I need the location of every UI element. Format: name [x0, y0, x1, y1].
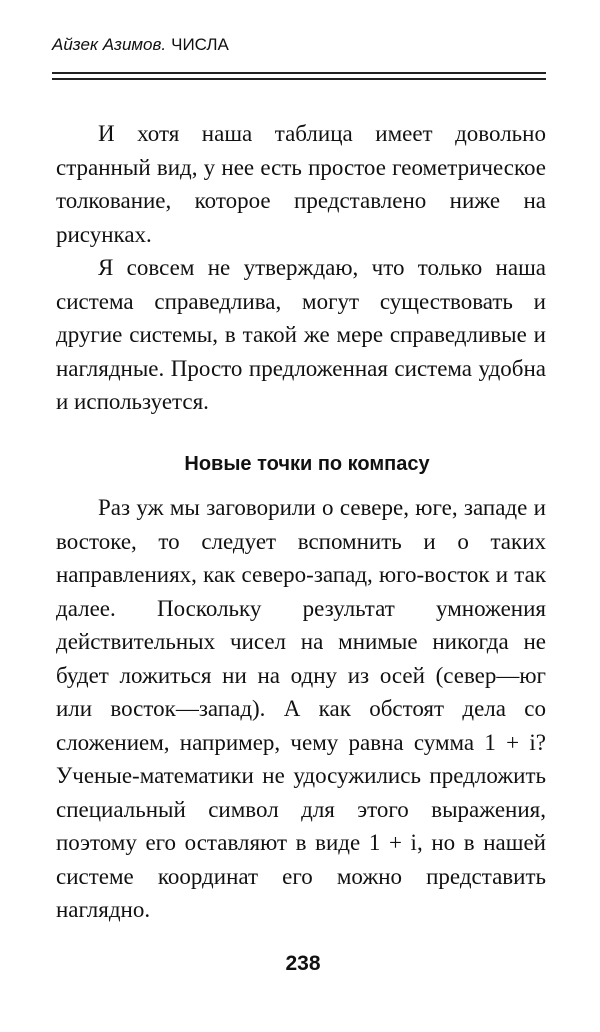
running-head: [52, 34, 229, 56]
header-rule-bottom: [52, 78, 546, 80]
text-block-compass: [56, 491, 546, 927]
text-block-intro: [56, 117, 546, 419]
running-head-author: Айзек Азимов.: [52, 35, 167, 54]
running-head-title: ЧИСЛА: [171, 35, 229, 54]
header-rule-top: [52, 72, 546, 74]
section-heading: Новые точки по компасу: [184, 453, 430, 475]
paragraph-geometric-interpretation: И хотя наша таблица имеет довольно странный вид, у нее есть простое геометрическое толкование, которое представлено ниже на рисунках.: [56, 121, 546, 247]
paragraph-compass-points: Раз уж мы заговорили о севере, юге, западе и востоке, то следует вспомнить и о таких направлениях, как северо-запад, юго-восток и так далее. Поскольку результат умножения действительных чисел на мнимые никогда не будет ложиться ни на одну из осей (север—юг или восток—запад). А как обстоят дела со сложением, например, чему равна сумма 1 + i? Ученые-математики не удосужились предложить специальный символ для этого выражения, поэтому его оставляют в виде 1 + i, но в нашей системе координат его можно представить наглядно.: [56, 495, 546, 922]
page-number: 238: [285, 952, 321, 975]
paragraph-other-systems: Я совсем не утверждаю, что только наша система справедлива, могут существовать и другие системы, в такой же мере справедливые и наглядные. Просто предложенная система удобна и используется.: [56, 255, 546, 414]
